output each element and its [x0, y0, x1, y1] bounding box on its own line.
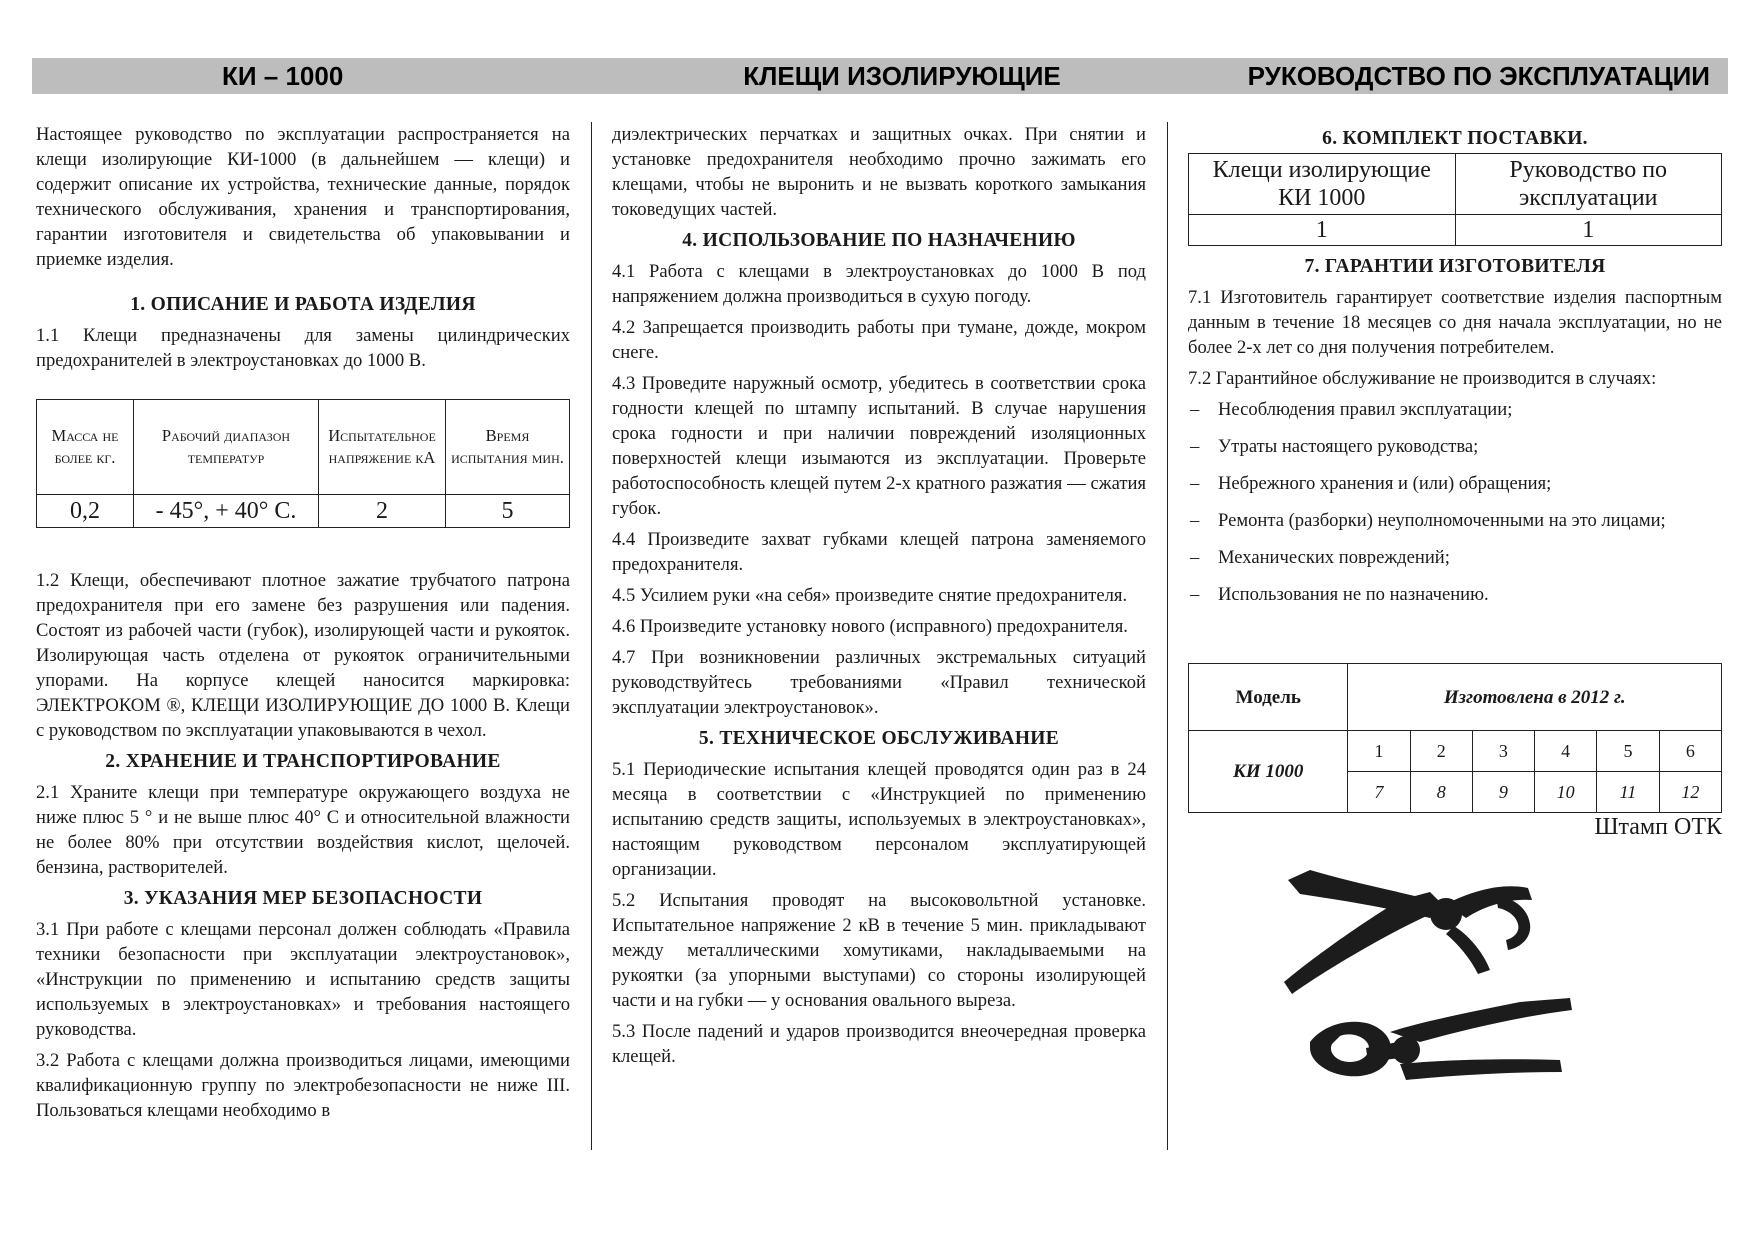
paragraph-7-2: 7.2 Гарантийное обслуживание не производится в случаях:	[1188, 368, 1657, 389]
month-cell: 5	[1597, 731, 1659, 772]
section-4-title: 4. ИСПОЛЬЗОВАНИЕ ПО НАЗНАЧЕНИЮ	[682, 230, 1076, 251]
pliers-upper	[1284, 870, 1532, 994]
list-item: – Использования не по назначению.	[1188, 582, 1722, 607]
list-item: – Небрежного хранения и (или) обращения;	[1188, 471, 1722, 496]
kit-qty-row	[1189, 215, 1722, 246]
paragraph-4-4: 4.4 Произведите захват губками клещей патрона заменяемого предохранителя.	[612, 529, 1146, 575]
month-cell: 3	[1472, 731, 1534, 772]
spec-header-mass: Масса не более кг.	[37, 400, 134, 495]
list-item: – Механических повреждений;	[1188, 545, 1722, 570]
paragraph-3-1: 3.1 При работе с клещами персонал должен соблюдать «Правила техники безопасности при эксплуатации электроустановок», «Инструкции по применению и испытанию средств защиты используемых в электроустановках» и требования настоящего руководства.	[36, 919, 570, 1040]
paragraph-4-5: 4.5 Усилием руки «на себя» произведите снятие предохранителя.	[612, 585, 1128, 606]
month-cell: 6	[1659, 731, 1721, 772]
document-type: РУКОВОДСТВО ПО ЭКСПЛУАТАЦИИ	[1247, 61, 1710, 91]
paragraph-5-3: 5.3 После падений и ударов производится внеочередная проверка клещей.	[612, 1021, 1146, 1067]
kit-qty-pliers: 1	[1189, 215, 1456, 246]
section-6-title: 6. КОМПЛЕКТ ПОСТАВКИ.	[1322, 128, 1588, 149]
paragraph-4-3: 4.3 Проведите наружный осмотр, убедитесь в соответствии срока годности клещей по штампу испытаний. В случае нарушения срока годности и при наличии повреждений изоляционных поверхностей клещи изымаются из эксплуатации. Проверьте работоспособность клещей путем 2-х кратного разжатия — сжатия губок.	[612, 373, 1146, 519]
kit-table	[1188, 153, 1722, 246]
paragraph-5-2: 5.2 Испытания проводят на высоковольтной установке. Испытательное напряжение 2 кВ в течение 5 мин. прикладывают между металлическими хомутиками, накладываемыми на рукоятки (за упорными выступами) со стороны изолирующей части и на губки — у основания овального выреза.	[612, 890, 1146, 1011]
kit-item-manual: Руководство по эксплуатации	[1455, 154, 1722, 215]
page-header	[32, 58, 1728, 94]
month-cell: 9	[1472, 772, 1534, 813]
paragraph-1-2: 1.2 Клещи, обеспечивают плотное зажатие трубчатого патрона предохранителя при его замене без разрушения или падения. Состоят из рабочей части (губок), изолирующей части и рукояток. Изолирующая часть отделена от рукояток ограничительными упорами. На корпусе клещей наносится маркировка: ЭЛЕКТРОКОМ ®, КЛЕЩИ ИЗОЛИРУЮЩИЕ ДО 1000 В. Клещи с руководством по эксплуатации упаковываются в чехол.	[36, 570, 570, 741]
paragraph-1-1: 1.1 Клещи предназначены для замены цилиндрических предохранителей в электроустановках до 1000 В.	[36, 325, 570, 371]
spec-header-temp: Рабочий диапазон температур	[134, 400, 319, 495]
paragraph-4-1: 4.1 Работа с клещами в электроустановках до 1000 В под напряжением должна производиться в сухую погоду.	[612, 261, 1146, 307]
list-item: – Несоблюдения правил эксплуатации;	[1188, 397, 1722, 422]
month-cell: 1	[1348, 731, 1410, 772]
spec-header-time: Время испытания мин.	[446, 400, 570, 495]
column-divider-1	[591, 122, 592, 1150]
manufactured-label: Изготовлена в 2012 г.	[1348, 664, 1722, 731]
column-2	[612, 122, 1146, 1075]
paragraph-3-2: 3.2 Работа с клещами должна производиться лицами, имеющими квалификационную группу по электробезопасности не ниже III. Пользоваться клещами необходимо в	[36, 1050, 570, 1121]
section-1-title: 1. ОПИСАНИЕ И РАБОТА ИЗДЕЛИЯ	[130, 294, 476, 315]
section-7-title: 7. ГАРАНТИИ ИЗГОТОВИТЕЛЯ	[1304, 256, 1606, 277]
list-item: – Утраты настоящего руководства;	[1188, 434, 1722, 459]
warranty-exclusions-list	[1188, 397, 1722, 607]
column-1	[36, 122, 570, 1129]
month-cell: 4	[1535, 731, 1597, 772]
paragraph-2-1: 2.1 Храните клещи при температуре окружающего воздуха не ниже плюс 5 ° и не выше плюс 40° С и относительной влажности не более 80% при отсутствии воздействия кислот, щелочей. бензина, растворителей.	[36, 782, 570, 878]
kit-item-pliers: Клещи изолирующие КИ 1000	[1189, 154, 1456, 215]
model-code: КИ – 1000	[222, 61, 344, 91]
month-cell: 8	[1410, 772, 1472, 813]
paragraph-7-1: 7.1 Изготовитель гарантирует соответствие изделия паспортным данным в течение 18 месяцев со дня начала эксплуатации, но не более 2-х лет со дня получения потребителем.	[1188, 287, 1722, 358]
column-divider-2	[1167, 122, 1168, 1150]
paragraph-4-7: 4.7 При возникновении различных экстремальных ситуаций руководствуйтесь требованиями «Правил технической эксплуатации электроустановок».	[612, 647, 1146, 718]
paragraph-4-6: 4.6 Произведите установку нового (исправного) предохранителя.	[612, 616, 1128, 637]
specs-table-values	[37, 495, 570, 528]
intro-paragraph: Настоящее руководство по эксплуатации распространяется на клещи изолирующие КИ-1000 (в дальнейшем — клещи) и содержит описание их устройства, технические данные, порядок технического обслуживания, хранения и транспортирования, гарантии изготовителя и свидетельства об упаковывании и приемке изделия.	[36, 124, 570, 270]
paragraph-3-2-continued: диэлектрических перчатках и защитных очках. При снятии и установке предохранителя необходимо прочно зажимать его клещами, чтобы не выронить и не вызвать короткого замыкания токоведущих частей.	[612, 124, 1146, 220]
months-row-1	[1189, 731, 1722, 772]
stamp-table-header	[1189, 664, 1722, 731]
section-5-title: 5. ТЕХНИЧЕСКОЕ ОБСЛУЖИВАНИЕ	[698, 728, 1060, 749]
spec-value-voltage: 2	[319, 495, 446, 528]
model-label: Модель	[1189, 664, 1348, 731]
kit-qty-manual: 1	[1455, 215, 1722, 246]
paragraph-4-2: 4.2 Запрещается производить работы при тумане, дожде, мокром снеге.	[612, 317, 1146, 363]
month-cell: 7	[1348, 772, 1410, 813]
month-cell: 12	[1659, 772, 1721, 813]
spec-value-time: 5	[446, 495, 570, 528]
month-cell: 10	[1535, 772, 1597, 813]
pliers-lower	[1310, 998, 1572, 1080]
manufacture-stamp-table	[1188, 663, 1722, 813]
month-cell: 2	[1410, 731, 1472, 772]
pliers-image	[1270, 852, 1590, 1112]
qc-stamp-label: Штамп ОТК	[1594, 814, 1722, 840]
spec-header-voltage: Испытательное напряжение кА	[319, 400, 446, 495]
list-item: – Ремонта (разборки) неуполномоченными на это лицами;	[1188, 508, 1722, 533]
kit-items-row	[1189, 154, 1722, 215]
column-3	[1188, 122, 1722, 840]
spec-value-temp: - 45°, + 40° С.	[134, 495, 319, 528]
paragraph-5-1: 5.1 Периодические испытания клещей проводятся один раз в 24 месяца в соответствии с «Инструкцией по применению испытанию средств защиты, используемых в электроустановках», настоящим руководством персоналом эксплуатирующей организации.	[612, 759, 1146, 880]
section-2-title: 2. ХРАНЕНИЕ И ТРАНСПОРТИРОВАНИЕ	[105, 751, 501, 772]
month-cell: 11	[1597, 772, 1659, 813]
specs-table	[36, 399, 570, 528]
model-value: КИ 1000	[1189, 731, 1348, 813]
section-3-title: 3. УКАЗАНИЯ МЕР БЕЗОПАСНОСТИ	[123, 888, 483, 909]
spec-value-mass: 0,2	[37, 495, 134, 528]
document-title: КЛЕЩИ ИЗОЛИРУЮЩИЕ	[743, 61, 1061, 91]
specs-table-header	[37, 400, 570, 495]
